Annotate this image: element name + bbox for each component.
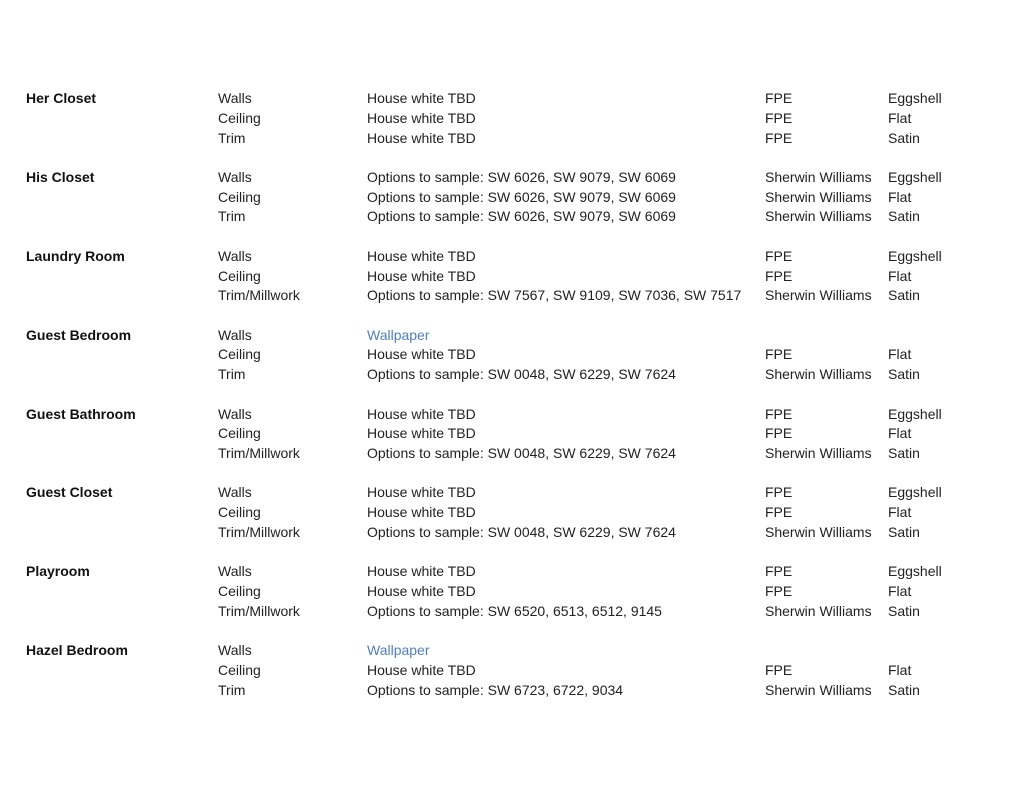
paint-finish: Flat (888, 425, 912, 442)
paint-color: Options to sample: SW 0048, SW 6229, SW 7624 (367, 445, 676, 462)
schedule-row (26, 562, 986, 582)
paint-color: House white TBD (367, 662, 476, 679)
paint-finish: Flat (888, 662, 912, 679)
paint-color: Options to sample: SW 6723, 6722, 9034 (367, 681, 624, 698)
surface-label: Ceiling (218, 425, 261, 442)
paint-color: House white TBD (367, 109, 476, 126)
paint-color: House white TBD (367, 583, 476, 600)
paint-color: Options to sample: SW 6026, SW 9079, SW 6069 (367, 168, 676, 185)
paint-finish: Eggshell (888, 405, 942, 422)
paint-brand: FPE (765, 346, 793, 363)
surface-label: Trim (218, 366, 246, 383)
paint-color: House white TBD (367, 405, 476, 422)
paint-brand: FPE (765, 662, 793, 679)
surface-label: Walls (218, 484, 252, 501)
paint-finish: Flat (888, 109, 912, 126)
room-section (26, 562, 986, 621)
schedule-row (26, 286, 986, 306)
surface-label: Trim (218, 129, 246, 146)
schedule-row (26, 523, 986, 543)
schedule-row (26, 641, 986, 661)
paint-finish: Satin (888, 287, 920, 304)
paint-finish: Eggshell (888, 484, 942, 501)
schedule-row (26, 582, 986, 602)
schedule-row (26, 207, 986, 227)
paint-finish: Flat (888, 188, 912, 205)
wallpaper-link[interactable]: Wallpaper (367, 642, 430, 659)
room-name: His Closet (26, 168, 95, 185)
surface-label: Ceiling (218, 109, 261, 126)
surface-label: Trim/Millwork (218, 445, 300, 462)
paint-color: House white TBD (367, 90, 476, 106)
paint-color: Options to sample: SW 0048, SW 6229, SW 7624 (367, 366, 676, 383)
schedule-row (26, 345, 986, 365)
paint-brand: FPE (765, 583, 793, 600)
paint-color: House white TBD (367, 484, 476, 501)
paint-brand: Sherwin Williams (765, 445, 872, 462)
surface-label: Walls (218, 247, 252, 264)
paint-finish: Satin (888, 208, 920, 225)
schedule-row (26, 168, 986, 188)
surface-label: Ceiling (218, 583, 261, 600)
paint-brand: Sherwin Williams (765, 602, 872, 619)
paint-color: Options to sample: SW 6026, SW 9079, SW 6069 (367, 208, 676, 225)
room-section (26, 247, 986, 306)
surface-label: Walls (218, 642, 252, 659)
schedule-row (26, 109, 986, 129)
schedule-row (26, 444, 986, 464)
paint-brand: Sherwin Williams (765, 188, 872, 205)
room-name: Playroom (26, 563, 90, 580)
room-section (26, 483, 986, 542)
schedule-row (26, 602, 986, 622)
room-name: Hazel Bedroom (26, 642, 128, 659)
paint-finish: Flat (888, 504, 912, 521)
surface-label: Ceiling (218, 188, 261, 205)
paint-finish: Eggshell (888, 90, 942, 106)
surface-label: Trim (218, 208, 246, 225)
surface-label: Trim/Millwork (218, 287, 300, 304)
room-name: Guest Bedroom (26, 326, 132, 343)
surface-label: Ceiling (218, 504, 261, 521)
paint-brand: Sherwin Williams (765, 524, 872, 541)
paint-brand: Sherwin Williams (765, 287, 872, 304)
paint-brand: Sherwin Williams (765, 366, 872, 383)
room-name: Laundry Room (26, 247, 125, 264)
paint-schedule (26, 89, 986, 720)
paint-color: Options to sample: SW 6026, SW 9079, SW 6069 (367, 188, 676, 205)
schedule-row (26, 681, 986, 701)
paint-color: Options to sample: SW 7567, SW 9109, SW 7036, SW 7517 (367, 287, 742, 304)
schedule-row (26, 503, 986, 523)
paint-finish: Satin (888, 366, 920, 383)
paint-color: House white TBD (367, 129, 476, 146)
paint-color: House white TBD (367, 563, 476, 580)
paint-color: Options to sample: SW 6520, 6513, 6512, 9145 (367, 602, 662, 619)
paint-finish: Satin (888, 681, 920, 698)
paint-finish: Satin (888, 129, 920, 146)
paint-color: House white TBD (367, 425, 476, 442)
paint-brand: Sherwin Williams (765, 168, 872, 185)
paint-color: House white TBD (367, 267, 476, 284)
room-name: Her Closet (26, 90, 97, 106)
room-section (26, 326, 986, 385)
schedule-row (26, 247, 986, 267)
schedule-row (26, 405, 986, 425)
paint-brand: FPE (765, 504, 793, 521)
surface-label: Walls (218, 326, 252, 343)
schedule-row (26, 365, 986, 385)
surface-label: Ceiling (218, 346, 261, 363)
paint-brand: Sherwin Williams (765, 208, 872, 225)
surface-label: Trim/Millwork (218, 524, 300, 541)
paint-finish: Eggshell (888, 168, 942, 185)
paint-brand: FPE (765, 425, 793, 442)
paint-finish: Satin (888, 602, 920, 619)
surface-label: Ceiling (218, 267, 261, 284)
surface-label: Ceiling (218, 662, 261, 679)
paint-brand: FPE (765, 484, 793, 501)
schedule-row (26, 483, 986, 503)
schedule-row (26, 661, 986, 681)
paint-finish: Flat (888, 346, 912, 363)
paint-brand: FPE (765, 129, 793, 146)
paint-finish: Eggshell (888, 563, 942, 580)
paint-color: House white TBD (367, 504, 476, 521)
room-name: Guest Closet (26, 484, 113, 501)
schedule-row (26, 188, 986, 208)
room-section (26, 405, 986, 464)
schedule-row (26, 89, 986, 109)
paint-finish: Satin (888, 524, 920, 541)
paint-color: Options to sample: SW 0048, SW 6229, SW 7624 (367, 524, 676, 541)
room-section (26, 641, 986, 700)
paint-brand: FPE (765, 267, 793, 284)
paint-brand: FPE (765, 247, 793, 264)
room-section (26, 89, 986, 148)
room-name: Guest Bathroom (26, 405, 136, 422)
paint-color: House white TBD (367, 346, 476, 363)
paint-color: House white TBD (367, 247, 476, 264)
room-section (26, 168, 986, 227)
paint-brand: FPE (765, 405, 793, 422)
schedule-row (26, 267, 986, 287)
paint-finish: Flat (888, 267, 912, 284)
surface-label: Walls (218, 563, 252, 580)
paint-brand: FPE (765, 109, 793, 126)
surface-label: Trim (218, 681, 246, 698)
paint-brand: FPE (765, 90, 793, 106)
surface-label: Walls (218, 168, 252, 185)
wallpaper-link[interactable]: Wallpaper (367, 326, 430, 343)
schedule-row (26, 326, 986, 346)
paint-brand: Sherwin Williams (765, 681, 872, 698)
surface-label: Walls (218, 405, 252, 422)
schedule-row (26, 129, 986, 149)
paint-finish: Eggshell (888, 247, 942, 264)
schedule-row (26, 424, 986, 444)
paint-finish: Flat (888, 583, 912, 600)
paint-brand: FPE (765, 563, 793, 580)
surface-label: Walls (218, 90, 252, 106)
surface-label: Trim/Millwork (218, 602, 300, 619)
paint-finish: Satin (888, 445, 920, 462)
